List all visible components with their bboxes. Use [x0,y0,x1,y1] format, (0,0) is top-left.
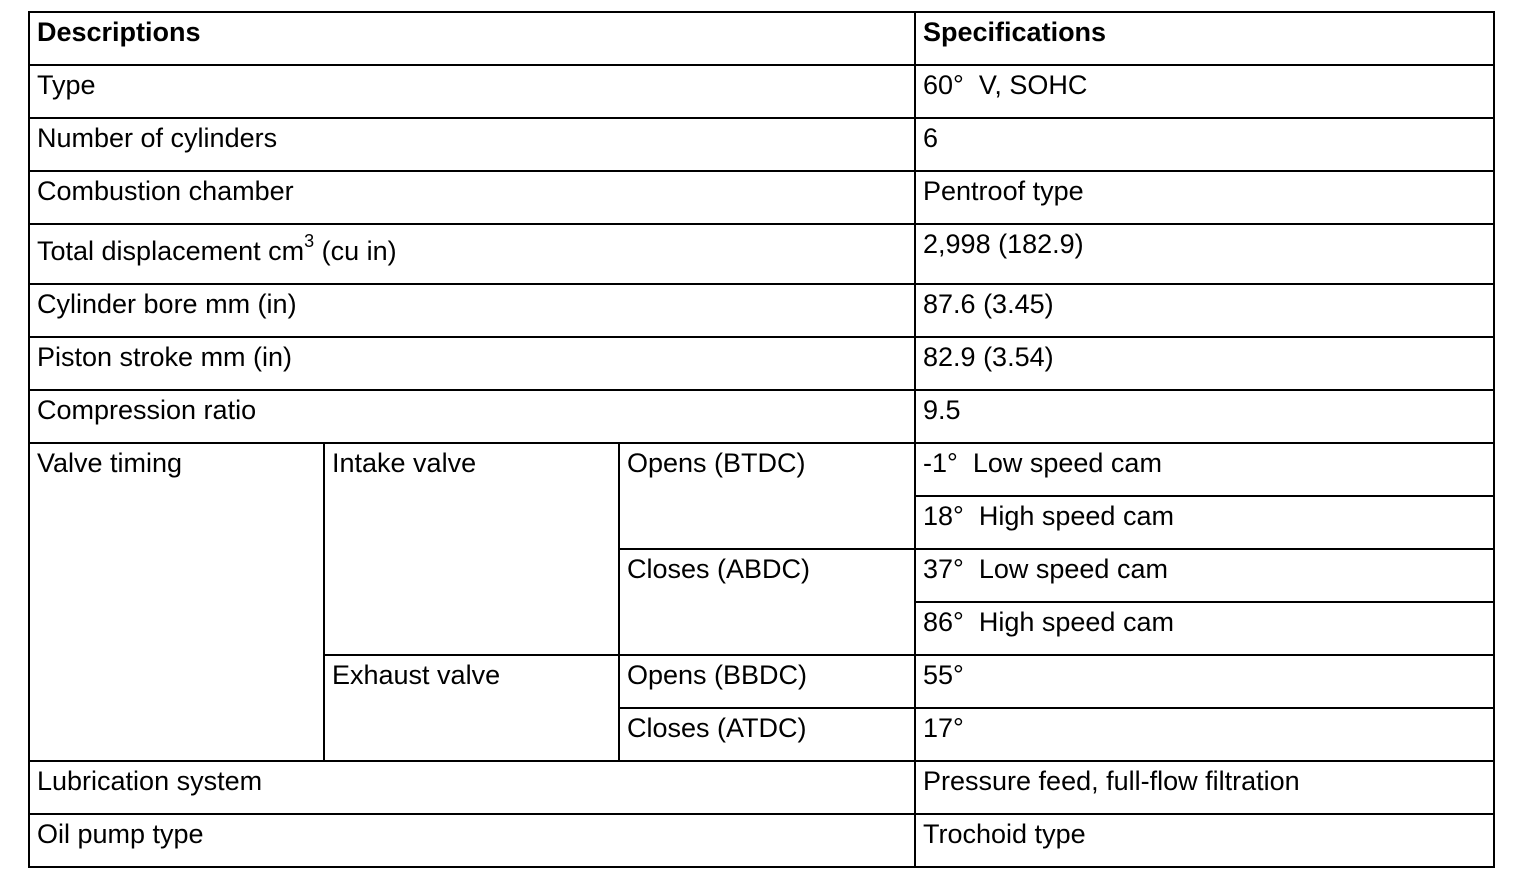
displacement-label-main: Total displacement cm [37,236,305,266]
table-row [29,443,1494,496]
intake-valve-label: Intake valve [324,443,619,655]
lubrication-value: Pressure feed, full-flow filtration [915,761,1494,814]
engine-spec-table [28,11,1495,868]
table-header-row [29,12,1494,65]
table-row [29,118,1494,171]
table-row [29,761,1494,814]
oil-pump-value: Trochoid type [915,814,1494,867]
descriptions-header: Descriptions [29,12,915,65]
specifications-header: Specifications [915,12,1494,65]
cylinders-label: Number of cylinders [29,118,915,171]
table-row [29,65,1494,118]
compression-label: Compression ratio [29,390,915,443]
intake-closes-low-value: 37° Low speed cam [915,549,1494,602]
table-row [29,171,1494,224]
stroke-label: Piston stroke mm (in) [29,337,915,390]
table-row [29,390,1494,443]
stroke-value: 82.9 (3.54) [915,337,1494,390]
lubrication-label: Lubrication system [29,761,915,814]
cylinders-value: 6 [915,118,1494,171]
type-value: 60° V, SOHC [915,65,1494,118]
table-row [29,814,1494,867]
intake-opens-low-value: -1° Low speed cam [915,443,1494,496]
combustion-value: Pentroof type [915,171,1494,224]
valve-timing-label: Valve timing [29,443,324,761]
exhaust-opens-value: 55° [915,655,1494,708]
oil-pump-label: Oil pump type [29,814,915,867]
table-row [29,284,1494,337]
bore-value: 87.6 (3.45) [915,284,1494,337]
displacement-label [29,224,915,284]
intake-closes-high-value: 86° High speed cam [915,602,1494,655]
intake-opens-label: Opens (BTDC) [619,443,915,549]
type-label: Type [29,65,915,118]
displacement-label-superscript: 3 [304,231,315,251]
intake-opens-high-value: 18° High speed cam [915,496,1494,549]
displacement-label-unit: (cu in) [314,236,397,266]
table-row [29,224,1494,284]
combustion-label: Combustion chamber [29,171,915,224]
intake-closes-label: Closes (ABDC) [619,549,915,655]
displacement-value: 2,998 (182.9) [915,224,1494,284]
exhaust-closes-label: Closes (ATDC) [619,708,915,761]
exhaust-closes-value: 17° [915,708,1494,761]
table-row [29,337,1494,390]
exhaust-valve-label: Exhaust valve [324,655,619,761]
compression-value: 9.5 [915,390,1494,443]
exhaust-opens-label: Opens (BBDC) [619,655,915,708]
bore-label: Cylinder bore mm (in) [29,284,915,337]
